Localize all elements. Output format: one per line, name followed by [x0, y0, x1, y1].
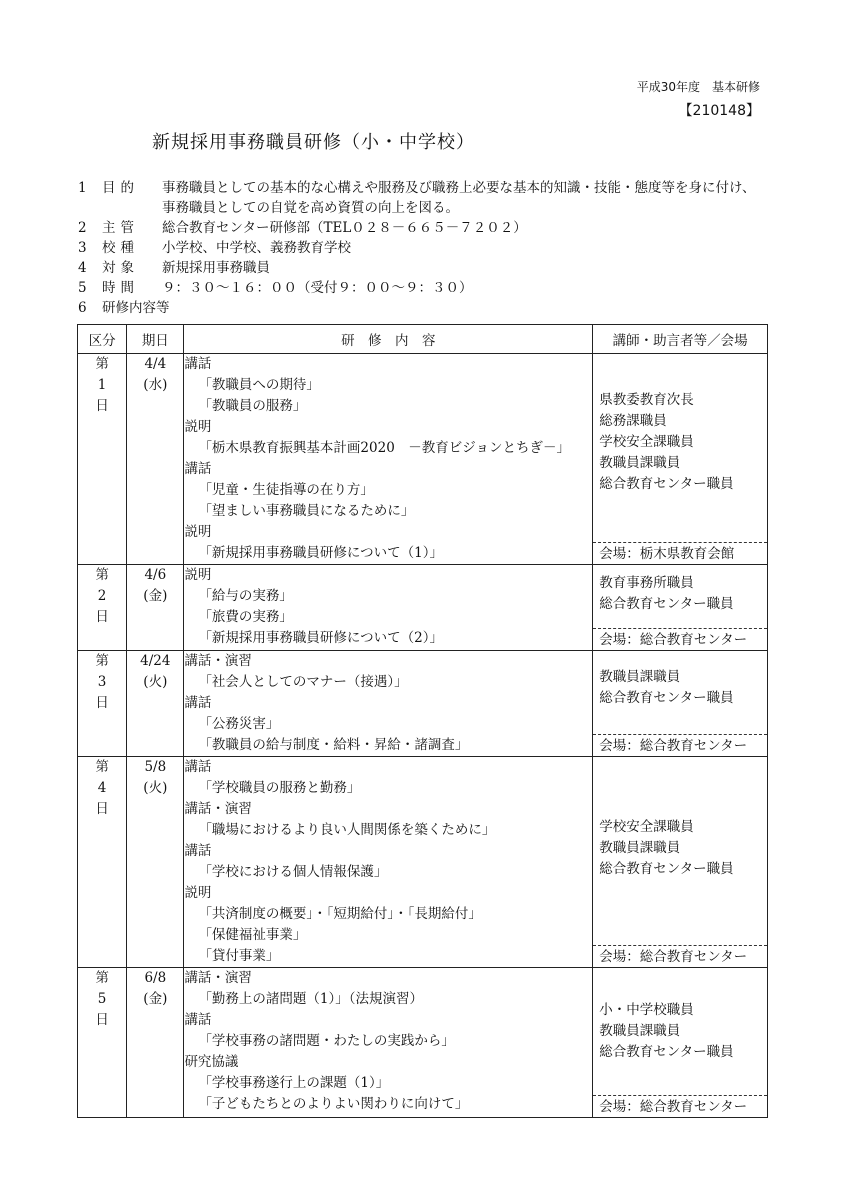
lecturer-list — [593, 651, 767, 709]
item-text: 総合教育センター研修部（TEL０２８－６６５－７２０２） — [162, 220, 527, 236]
session-weekday: (火) — [143, 674, 168, 690]
content-heading: 講話 — [184, 356, 212, 372]
item-number: 5 — [78, 280, 87, 296]
content-topic: 「学校事務遂行上の課題（1）」 — [198, 1075, 390, 1091]
item-text-line: 事務職員としての自覚を高め資質の向上を図る。 — [162, 200, 459, 216]
venue-label: 会場：総合教育センター — [593, 1095, 767, 1117]
lecturer-name: 教職員課職員 — [599, 840, 681, 856]
venue-label: 会場：総合教育センター — [593, 734, 767, 756]
lecturer-name: 教育事務所職員 — [599, 575, 694, 591]
date-cell — [127, 565, 184, 651]
schedule-header-row — [78, 325, 768, 354]
item-label: 対象 — [102, 260, 139, 276]
content-topic: 「栃木県教育振興基本計画2020 －教育ビジョンとちぎ－」 — [198, 440, 571, 456]
day-number-char: 5 — [97, 991, 107, 1007]
lecturer-name: 教職員課職員 — [599, 1023, 681, 1039]
content-heading: 説明 — [184, 524, 212, 540]
content-cell — [184, 651, 593, 757]
content-topic: 「貸付事業」 — [198, 948, 280, 964]
content-topic: 「教職員の給与制度・給料・昇給・諸調査」 — [198, 737, 469, 753]
day-number-char: 2 — [97, 588, 107, 604]
header-lecturer: 講師・助言者等／会場 — [593, 325, 768, 354]
lecturer-name: 総合教育センター職員 — [599, 1044, 734, 1060]
schedule-row — [78, 651, 768, 757]
schedule-row — [78, 757, 768, 968]
session-date: 4/6 — [144, 567, 167, 583]
content-heading: 講話 — [184, 1012, 212, 1028]
day-number-char: 日 — [95, 695, 109, 711]
date-cell — [127, 651, 184, 757]
session-date: 5/8 — [144, 759, 167, 775]
header-kubun: 区分 — [78, 325, 127, 354]
venue-label: 会場：総合教育センター — [593, 628, 767, 650]
content-topic: 「学校職員の服務と勤務」 — [198, 780, 361, 796]
content-heading: 講話・演習 — [184, 970, 252, 986]
header-content: 研 修 内 容 — [184, 325, 593, 354]
item-number: 2 — [78, 220, 87, 236]
lecturer-list — [593, 757, 767, 880]
content-cell — [184, 354, 593, 565]
content-heading: 講話・演習 — [184, 801, 252, 817]
content-topic: 「子どもたちとのよりよい関わりに向けて」 — [198, 1096, 469, 1112]
item-label: 時間 — [102, 280, 139, 296]
schedule-table — [77, 324, 768, 1118]
content-topic: 「教職員の服務」 — [198, 398, 307, 414]
item-number: 4 — [78, 260, 87, 276]
item-number: 6 — [78, 300, 87, 316]
date-cell — [127, 757, 184, 968]
content-heading: 説明 — [184, 885, 212, 901]
session-weekday: (水) — [143, 377, 168, 393]
content-heading: 講話 — [184, 759, 212, 775]
content-cell — [184, 757, 593, 968]
item-purpose — [78, 178, 778, 218]
date-cell — [127, 968, 184, 1118]
content-topic: 「望ましい事務職員になるために」 — [198, 503, 415, 519]
content-topic: 「教職員への期待」 — [198, 377, 320, 393]
content-topic: 「学校事務の諸問題・わたしの実践から」 — [198, 1033, 455, 1049]
day-number-cell — [78, 757, 127, 968]
item-text: 研修内容等 — [102, 300, 170, 316]
venue-label: 会場：総合教育センター — [593, 945, 767, 967]
lecturer-list — [593, 354, 767, 495]
content-topic: 「共済制度の概要」・「短期給付」・「長期給付」 — [198, 906, 482, 922]
schedule-row — [78, 968, 768, 1118]
lecturer-list — [593, 565, 767, 615]
session-weekday: (火) — [143, 780, 168, 796]
content-heading: 説明 — [184, 419, 212, 435]
day-number-char: 第 — [95, 653, 109, 669]
day-number-char: 日 — [95, 1012, 109, 1028]
lecturer-name: 総合教育センター職員 — [599, 690, 734, 706]
day-number-char: 3 — [97, 674, 107, 690]
item-number: 3 — [78, 240, 87, 256]
date-cell — [127, 354, 184, 565]
session-date: 4/4 — [144, 356, 167, 372]
content-topic: 「勤務上の諸問題（1）」（法規演習） — [198, 991, 424, 1007]
lecturer-list — [593, 968, 767, 1063]
schedule-body — [78, 354, 768, 1118]
day-number-char: 日 — [95, 801, 109, 817]
lecturer-name: 教職員課職員 — [599, 455, 681, 471]
content-heading: 講話・演習 — [184, 653, 252, 669]
item-contents — [78, 298, 778, 318]
content-heading: 講話 — [184, 843, 212, 859]
content-topic: 「職場におけるより良い人間関係を築くために」 — [198, 822, 496, 838]
lecturer-cell — [593, 757, 768, 968]
day-number-char: 日 — [95, 398, 109, 414]
content-topic: 「新規採用事務職員研修について（2）」 — [198, 630, 444, 646]
schedule-row — [78, 354, 768, 565]
lecturer-name: 教職員課職員 — [599, 669, 681, 685]
day-number-cell — [78, 968, 127, 1118]
day-number-char: 1 — [97, 377, 107, 393]
item-text: 小学校、中学校、義務教育学校 — [162, 240, 351, 256]
schedule-row — [78, 565, 768, 651]
item-text-line: 事務職員としての基本的な心構えや服務及び職務上必要な基本的知識・技能・態度等を身に付け、 — [162, 180, 756, 196]
item-text — [162, 178, 778, 218]
header-date: 期日 — [127, 325, 184, 354]
day-number-char: 日 — [95, 609, 109, 625]
content-topic: 「旅費の実務」 — [198, 609, 293, 625]
content-cell — [184, 968, 593, 1118]
item-label: 目的 — [102, 180, 139, 196]
content-topic: 「社会人としてのマナー（接遇）」 — [198, 674, 408, 690]
item-text: 新規採用事務職員 — [162, 260, 270, 276]
day-number-cell — [78, 651, 127, 757]
item-text: ９：３０～１６：００（受付９：００～９：３０） — [162, 280, 473, 296]
content-topic: 「公務災害」 — [198, 716, 280, 732]
content-topic: 「学校における個人情報保護」 — [198, 864, 388, 880]
item-target — [78, 258, 778, 278]
lecturer-cell — [593, 354, 768, 565]
lecturer-cell — [593, 968, 768, 1118]
day-number-cell — [78, 565, 127, 651]
lecturer-name: 県教委教育次長 — [599, 392, 694, 408]
session-weekday: (金) — [143, 991, 168, 1007]
item-school-type — [78, 238, 778, 258]
lecturer-name: 学校安全課職員 — [599, 819, 694, 835]
day-number-char: 第 — [95, 567, 109, 583]
day-number-char: 4 — [97, 780, 107, 796]
content-heading: 講話 — [184, 695, 212, 711]
session-date: 6/8 — [144, 970, 167, 986]
lecturer-name: 総合教育センター職員 — [599, 476, 734, 492]
fiscal-year-label: 平成30年度 基本研修 — [636, 80, 760, 94]
venue-label: 会場：栃木県教育会館 — [593, 542, 767, 564]
content-topic: 「保健福祉事業」 — [198, 927, 307, 943]
lecturer-name: 総合教育センター職員 — [599, 596, 734, 612]
lecturer-name: 総務課職員 — [599, 413, 667, 429]
content-heading: 研究協議 — [184, 1054, 239, 1070]
content-heading: 講話 — [184, 461, 212, 477]
content-topic: 「給与の実務」 — [198, 588, 293, 604]
day-number-char: 第 — [95, 356, 109, 372]
session-date: 4/24 — [140, 653, 171, 669]
day-number-char: 第 — [95, 970, 109, 986]
lecturer-name: 小・中学校職員 — [599, 1002, 694, 1018]
content-topic: 「児童・生徒指導の在り方」 — [198, 482, 374, 498]
item-time — [78, 278, 778, 298]
lecturer-name: 総合教育センター職員 — [599, 861, 734, 877]
item-label: 主管 — [102, 220, 139, 236]
lecturer-cell — [593, 565, 768, 651]
lecturer-cell — [593, 651, 768, 757]
course-code: 【210148】 — [678, 103, 760, 119]
session-weekday: (金) — [143, 588, 168, 604]
item-label: 校種 — [102, 240, 139, 256]
page-title: 新規採用事務職員研修（小・中学校） — [152, 132, 475, 153]
overview-list — [78, 178, 778, 318]
content-cell — [184, 565, 593, 651]
day-number-char: 第 — [95, 759, 109, 775]
content-heading: 説明 — [184, 567, 212, 583]
day-number-cell — [78, 354, 127, 565]
item-organizer — [78, 218, 778, 238]
content-topic: 「新規採用事務職員研修について（1）」 — [198, 545, 444, 561]
lecturer-name: 学校安全課職員 — [599, 434, 694, 450]
item-number: 1 — [78, 180, 87, 196]
